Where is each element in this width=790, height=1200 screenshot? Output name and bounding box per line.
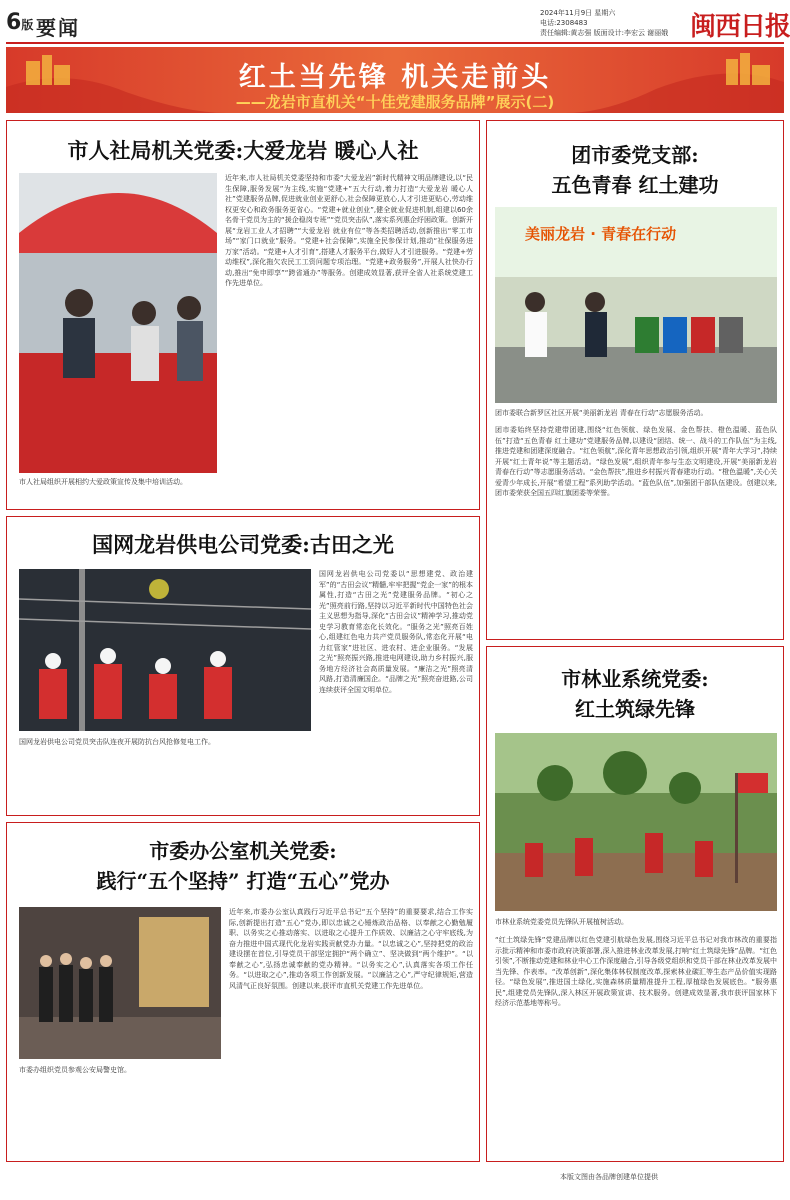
photo-caption: 市林业系统党委党员先锋队开展植树活动。 xyxy=(495,918,628,926)
issue-meta xyxy=(540,8,680,38)
masthead-divider xyxy=(6,42,784,44)
photo-caption: 团市委联合新罗区社区开展“美丽新龙岩 青春在行动”志愿服务活动。 xyxy=(495,409,708,417)
newspaper-logo: 闽西日报 xyxy=(690,12,790,42)
photo-caption: 市人社局组织开展相约大爱政策宣传及集中培训活动。 xyxy=(19,478,187,486)
photo-renshe xyxy=(19,173,217,473)
banner-title: 红土当先锋 机关走前头 xyxy=(238,62,552,93)
feature-banner xyxy=(6,47,784,113)
photo-linye xyxy=(495,733,777,911)
photo-guowang-image xyxy=(19,569,311,731)
photo-caption: 国网龙岩供电公司党员突击队连夜开展防抗台风抢修复电工作。 xyxy=(19,738,215,746)
photo-renshe-image xyxy=(19,173,217,473)
article-body: 团市委始终坚持党建带团建,围绕“红色领航、绿色发展、金色帮扶、橙色温暖、蓝色队伍”打造“五色青春 红土建功”党建服务品牌,以建设“团结、统一、战斗的工作队伍”为主线,推进党建和团建深度融合。“红色领航”,深化青年思想政治引领,组织开展“青年大学习”,持续开展“红土青年说”等主题活动。“绿色发展”,组织青年参与生态文明建设,开展“美丽新龙岩 青春在行动”等志愿服务活动。“金色帮扶”,推进乡村振兴青春建功行动。“橙色温暖”,关心关爱青少年成长,开展“希望工程”系列助学活动。“蓝色队伍”,加强团干部队伍建设。创建以来,团市委荣获全国五四红旗团委等荣誉。 xyxy=(495,426,777,497)
article-tuanwei xyxy=(486,120,784,640)
article-body: 近年来,市委办公室认真践行习近平总书记“五个坚持”的重要要求,结合工作实际,创新提出打造“五心”党办,即以忠诚之心锤炼政治品格、以奉献之心勤勉履职、以务实之心推动落实、以进取之心提升工作质效、以廉洁之心守牢底线,为奋力推进中国式现代化龙岩实践贡献党办力量。“以忠诚之心”,坚持把党的政治建设摆在首位,引导党员干部坚定拥护“两个确立”、坚决做到“两个维护”。“以奉献之心”,弘扬忠诚奉献的党办精神。“以务实之心”,认真落实各项工作任务。“以进取之心”,推动各项工作创新发展。“以廉洁之心”,严守纪律规矩,营造风清气正良好氛围。创建以来,获评市直机关党建工作先进单位。 xyxy=(229,908,473,990)
editors: 责任编辑:黄志强 版面设计:李宏云 谢丽娥 xyxy=(540,29,669,37)
photo-tuanwei xyxy=(495,207,777,403)
photo-guowang xyxy=(19,569,311,731)
photo-banner-text: 美丽龙岩 · 青春在行动 xyxy=(525,225,677,243)
article-headline-line2: 红土筑绿先锋 xyxy=(575,697,695,721)
article-headline-line1: 团市委党支部: xyxy=(571,143,699,167)
article-headline-line1: 市委办公室机关党委: xyxy=(149,839,337,863)
article-headline: 市人社局机关党委:大爱龙岩 暖心人社 xyxy=(67,138,419,163)
article-linye xyxy=(486,646,784,1162)
footer-note: 本版文图由各品牌创建单位提供 xyxy=(560,1173,658,1181)
article-renshe xyxy=(6,120,480,510)
article-body: 近年来,市人社局机关党委坚持和市委“大爱龙岩”新时代精神文明品牌建设,以“民生保障,服务发展”为主线,实施“党建+”五大行动,着力打造“大爱龙岩 暖心人社”党建服务品牌,促进就业创业更舒心,社会保障更放心,人才引进更贴心,劳动维权更安心和政务服务更省心。“党建+就业创业”,健全就业促进机制,组建以60余名骨干党员为主的“援企稳岗专班”“党员突击队”,落实系列惠企纾困政策。创新开展“龙岩工业人才招聘”“大爱龙岩 就业有位”等各类招聘活动,创新推出“零工市场”“家门口就业”服务。“党建+社会保障”,实施全民参保计划,推动“社保服务进万家”活动。“党建+人才引育”,搭建人才服务平台,做好人才引进服务。“党建+劳动维权”,深化拖欠农民工工资问题专项治理。“党建+政务服务”,开展人社快办行动,推出“免申即享”“跨省通办”等服务。创建成效显著,获评全省人社系统党建工作先进单位。 xyxy=(225,174,473,287)
photo-bangongshi-image xyxy=(19,907,221,1059)
article-body: 国网龙岩供电公司党委以“思想建党、政治建军”的“古田会议”精髓,牢牢把握“党企一家”的根本属性,打造“古田之光”党建服务品牌。“初心之光”照亮前行路,坚持以习近平新时代中国特色社会主义思想为指导,深化“古田会议”精神学习,推动党史学习教育常态化长效化。“服务之光”照亮百姓心,组建红色电力共产党员服务队,常态化开展“电力红管家”进社区、进农村、进企业服务。“发展之光”照亮振兴路,推进电网建设,助力乡村振兴,服务地方经济社会高质量发展。“廉洁之光”照亮清风路,打造清廉国企。“品牌之光”照亮奋进路,公司连续获评全国文明单位。 xyxy=(319,570,473,694)
section-title: 要闻 xyxy=(36,16,80,40)
photo-caption: 市委办组织党员参观公安局警史馆。 xyxy=(19,1066,131,1074)
issue-date: 2024年11月9日 星期六 xyxy=(540,9,616,17)
article-bangongshi xyxy=(6,822,480,1162)
article-body: “红土筑绿先锋”党建品牌以红色党建引航绿色发展,围绕习近平总书记对我市林改的重要指示批示精神和市委市政府决策部署,深入推进林业改革发展,打响“红土筑绿先锋”品牌。“红色引领”,不断推动党建和林业中心工作深度融合,引导各级党组织和党员干部在林业改革发展中当先锋、作表率。“改革创新”,深化集体林权制度改革,探索林业碳汇等生态产品价值实现路径。“绿色发展”,推进国土绿化,实施森林质量精准提升工程,厚植绿色发展底色。“服务惠民”,组建党员先锋队,深入林区开展政策宣讲、技术服务。创建成效显著,我市获评国家林下经济示范基地等称号。 xyxy=(495,936,777,1007)
photo-linye-image xyxy=(495,733,777,911)
photo-bangongshi xyxy=(19,907,221,1059)
page-number: 6版 xyxy=(6,10,34,35)
article-headline-line1: 市林业系统党委: xyxy=(561,667,709,691)
banner-subtitle: ——龙岩市直机关“十佳党建服务品牌”展示(二) xyxy=(235,93,555,111)
article-headline: 国网龙岩供电公司党委:古田之光 xyxy=(92,532,394,557)
article-headline-line2: 五色青春 红土建功 xyxy=(551,173,719,197)
phone: 电话:2308483 xyxy=(540,19,588,27)
article-headline-line2: 践行“五个坚持” 打造“五心”党办 xyxy=(96,869,390,893)
article-guowang xyxy=(6,516,480,816)
